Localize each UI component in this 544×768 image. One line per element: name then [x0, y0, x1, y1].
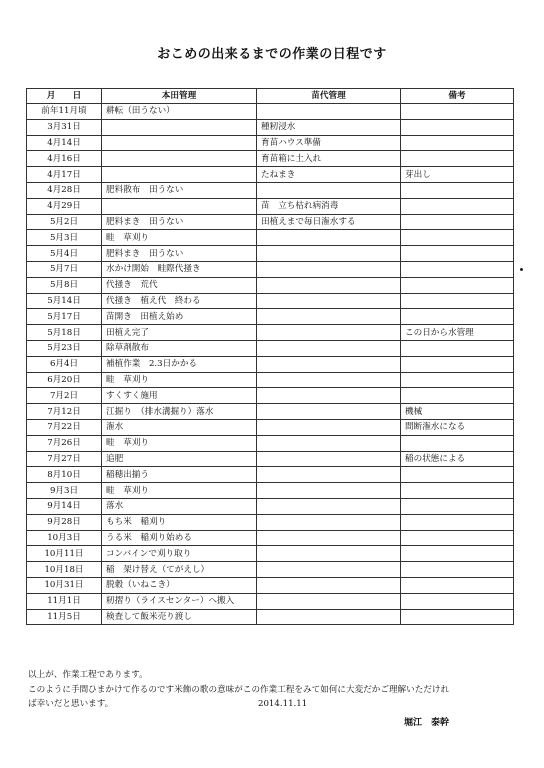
cell-seedbed	[257, 419, 401, 435]
cell-main-field: 脱穀（いねこき）	[102, 577, 257, 593]
cell-seedbed	[257, 261, 401, 277]
cell-remarks	[401, 577, 514, 593]
cell-remarks	[401, 246, 514, 262]
header-seedbed: 苗代管理	[257, 89, 401, 104]
table-row	[27, 435, 514, 451]
table-row	[27, 167, 514, 183]
cell-seedbed	[257, 356, 401, 372]
cell-date: 5月4日	[27, 246, 102, 262]
cell-date: 4月14日	[27, 135, 102, 151]
cell-remarks	[401, 356, 514, 372]
cell-main-field: コンバインで刈り取り	[102, 546, 257, 562]
cell-main-field: 落水	[102, 498, 257, 514]
cell-remarks	[401, 530, 514, 546]
cell-date: 4月29日	[27, 198, 102, 214]
cell-main-field: 除草剤散布	[102, 340, 257, 356]
cell-remarks	[401, 388, 514, 404]
cell-remarks	[401, 214, 514, 230]
cell-date: 10月3日	[27, 530, 102, 546]
cell-main-field: 水かけ開始 畦際代掻き	[102, 261, 257, 277]
cell-main-field: 稲穂出揃う	[102, 467, 257, 483]
cell-seedbed	[257, 593, 401, 609]
cell-seedbed	[257, 340, 401, 356]
cell-date: 4月16日	[27, 151, 102, 167]
table-row	[27, 467, 514, 483]
cell-seedbed: 田植えまで毎日潅水する	[257, 214, 401, 230]
cell-main-field	[102, 119, 257, 135]
table-row	[27, 451, 514, 467]
cell-date: 前年11月頃	[27, 104, 102, 120]
table-row	[27, 562, 514, 578]
header-main-field: 本田管理	[102, 89, 257, 104]
cell-main-field: 畦 草刈り	[102, 230, 257, 246]
cell-main-field: 畦 草刈り	[102, 435, 257, 451]
document-date: 2014.11.11	[258, 699, 308, 709]
table-row	[27, 340, 514, 356]
cell-main-field: 肥料まき 田うない	[102, 214, 257, 230]
table-row	[27, 593, 514, 609]
cell-date: 4月28日	[27, 182, 102, 198]
cell-date: 4月17日	[27, 167, 102, 183]
table-row	[27, 151, 514, 167]
cell-date: 3月31日	[27, 119, 102, 135]
cell-remarks	[401, 309, 514, 325]
cell-seedbed	[257, 293, 401, 309]
cell-remarks	[401, 546, 514, 562]
cell-date: 10月31日	[27, 577, 102, 593]
cell-remarks	[401, 230, 514, 246]
table-row	[27, 119, 514, 135]
cell-remarks: 芽出し	[401, 167, 514, 183]
table-row	[27, 182, 514, 198]
cell-main-field: もち米 稲刈り	[102, 514, 257, 530]
cell-remarks	[401, 435, 514, 451]
cell-seedbed	[257, 546, 401, 562]
note-line: このように手間ひまかけて作るのです米飾の歌の意味がこの作業工程をみて如何に大変だかご理解いただけれ	[28, 684, 450, 695]
table-row	[27, 356, 514, 372]
cell-main-field	[102, 151, 257, 167]
cell-seedbed: たねまき	[257, 167, 401, 183]
cell-seedbed	[257, 104, 401, 120]
cell-main-field: 追肥	[102, 451, 257, 467]
cell-date: 5月8日	[27, 277, 102, 293]
cell-seedbed	[257, 309, 401, 325]
cell-main-field: 検査して飯米売り渡し	[102, 609, 257, 625]
cell-seedbed	[257, 562, 401, 578]
cell-date: 5月23日	[27, 340, 102, 356]
cell-remarks: 稲の状態による	[401, 451, 514, 467]
cell-date: 9月28日	[27, 514, 102, 530]
table-row	[27, 498, 514, 514]
cell-remarks	[401, 593, 514, 609]
cell-remarks	[401, 198, 514, 214]
cell-date: 9月14日	[27, 498, 102, 514]
cell-seedbed: 苗 立ち枯れ病消毒	[257, 198, 401, 214]
cell-seedbed	[257, 372, 401, 388]
cell-remarks	[401, 340, 514, 356]
cell-remarks	[401, 483, 514, 499]
cell-seedbed	[257, 388, 401, 404]
note-line: ば幸いだと思います。	[28, 699, 114, 709]
cell-remarks	[401, 182, 514, 198]
cell-remarks	[401, 135, 514, 151]
table-row	[27, 514, 514, 530]
table-row	[27, 404, 514, 420]
cell-main-field: 江掘り （排水溝掘り）落水	[102, 404, 257, 420]
table-row	[27, 577, 514, 593]
cell-main-field: うる米 稲刈り始める	[102, 530, 257, 546]
cell-main-field	[102, 135, 257, 151]
cell-seedbed	[257, 182, 401, 198]
cell-seedbed	[257, 404, 401, 420]
table-row	[27, 309, 514, 325]
cell-seedbed: 育苗ハウス準備	[257, 135, 401, 151]
cell-date: 10月11日	[27, 546, 102, 562]
table-row	[27, 135, 514, 151]
cell-main-field: 稲 架け替え（てがえし）	[102, 562, 257, 578]
table-row	[27, 372, 514, 388]
cell-remarks: この日から水管理	[401, 325, 514, 341]
cell-main-field: 畦 草刈り	[102, 372, 257, 388]
cell-date: 5月2日	[27, 214, 102, 230]
table-row	[27, 388, 514, 404]
table-row	[27, 230, 514, 246]
cell-date: 9月3日	[27, 483, 102, 499]
table-row	[27, 325, 514, 341]
cell-date: 5月17日	[27, 309, 102, 325]
cell-remarks	[401, 119, 514, 135]
table-row	[27, 546, 514, 562]
cell-seedbed	[257, 609, 401, 625]
cell-date: 6月20日	[27, 372, 102, 388]
cell-date: 7月2日	[27, 388, 102, 404]
cell-seedbed	[257, 577, 401, 593]
cell-date: 10月18日	[27, 562, 102, 578]
table-row	[27, 419, 514, 435]
cell-date: 11月5日	[27, 609, 102, 625]
cell-main-field: 代掻き 植え代 終わる	[102, 293, 257, 309]
table-row	[27, 214, 514, 230]
cell-date: 6月4日	[27, 356, 102, 372]
author-signature: 堀江 泰幹	[404, 718, 450, 728]
cell-remarks	[401, 277, 514, 293]
table-row	[27, 277, 514, 293]
cell-main-field	[102, 198, 257, 214]
cell-main-field: 肥料散布 田うない	[102, 182, 257, 198]
cell-remarks: 間断潅水になる	[401, 419, 514, 435]
note-line: 以上が、作業工程であります。	[28, 670, 148, 680]
table-row	[27, 104, 514, 120]
table-row	[27, 530, 514, 546]
cell-seedbed	[257, 514, 401, 530]
cell-seedbed	[257, 451, 401, 467]
table-header-row	[27, 89, 514, 104]
cell-remarks	[401, 104, 514, 120]
cell-date: 7月12日	[27, 404, 102, 420]
scan-speck	[520, 268, 523, 271]
cell-date: 7月27日	[27, 451, 102, 467]
cell-main-field: 苗開き 田植え始め	[102, 309, 257, 325]
cell-seedbed	[257, 483, 401, 499]
cell-remarks	[401, 562, 514, 578]
cell-seedbed	[257, 277, 401, 293]
cell-date: 11月1日	[27, 593, 102, 609]
cell-seedbed: 育苗箱に土入れ	[257, 151, 401, 167]
cell-date: 7月26日	[27, 435, 102, 451]
page-title: おこめの出来るまでの作業の日程です	[157, 47, 387, 62]
cell-date: 8月10日	[27, 467, 102, 483]
cell-seedbed	[257, 435, 401, 451]
cell-seedbed	[257, 498, 401, 514]
table-row	[27, 293, 514, 309]
cell-main-field: 潅水	[102, 419, 257, 435]
table-row	[27, 483, 514, 499]
header-date: 月 日	[27, 89, 102, 104]
cell-main-field: 田植え完了	[102, 325, 257, 341]
cell-main-field: 耕転（田うない）	[102, 104, 257, 120]
cell-seedbed	[257, 530, 401, 546]
header-remarks: 備考	[401, 89, 514, 104]
cell-seedbed	[257, 467, 401, 483]
table-row	[27, 246, 514, 262]
cell-main-field	[102, 167, 257, 183]
cell-seedbed	[257, 230, 401, 246]
schedule-table	[26, 88, 514, 625]
cell-seedbed	[257, 325, 401, 341]
table-row	[27, 609, 514, 625]
cell-remarks	[401, 498, 514, 514]
cell-main-field: 畦 草刈り	[102, 483, 257, 499]
cell-main-field: 籾摺り（ライスセンター）へ搬入	[102, 593, 257, 609]
table-row	[27, 261, 514, 277]
cell-main-field: 補植作業 2.3日かかる	[102, 356, 257, 372]
table-row	[27, 198, 514, 214]
cell-remarks	[401, 293, 514, 309]
cell-remarks	[401, 609, 514, 625]
cell-date: 5月18日	[27, 325, 102, 341]
cell-date: 5月3日	[27, 230, 102, 246]
cell-remarks	[401, 261, 514, 277]
cell-date: 7月22日	[27, 419, 102, 435]
cell-main-field: 代掻き 荒代	[102, 277, 257, 293]
cell-main-field: すくすく施用	[102, 388, 257, 404]
cell-remarks	[401, 467, 514, 483]
cell-remarks: 機械	[401, 404, 514, 420]
cell-seedbed: 種籾浸水	[257, 119, 401, 135]
cell-remarks	[401, 151, 514, 167]
cell-seedbed	[257, 246, 401, 262]
cell-main-field: 肥料まき 田うない	[102, 246, 257, 262]
cell-remarks	[401, 514, 514, 530]
cell-date: 5月14日	[27, 293, 102, 309]
cell-remarks	[401, 372, 514, 388]
cell-date: 5月7日	[27, 261, 102, 277]
